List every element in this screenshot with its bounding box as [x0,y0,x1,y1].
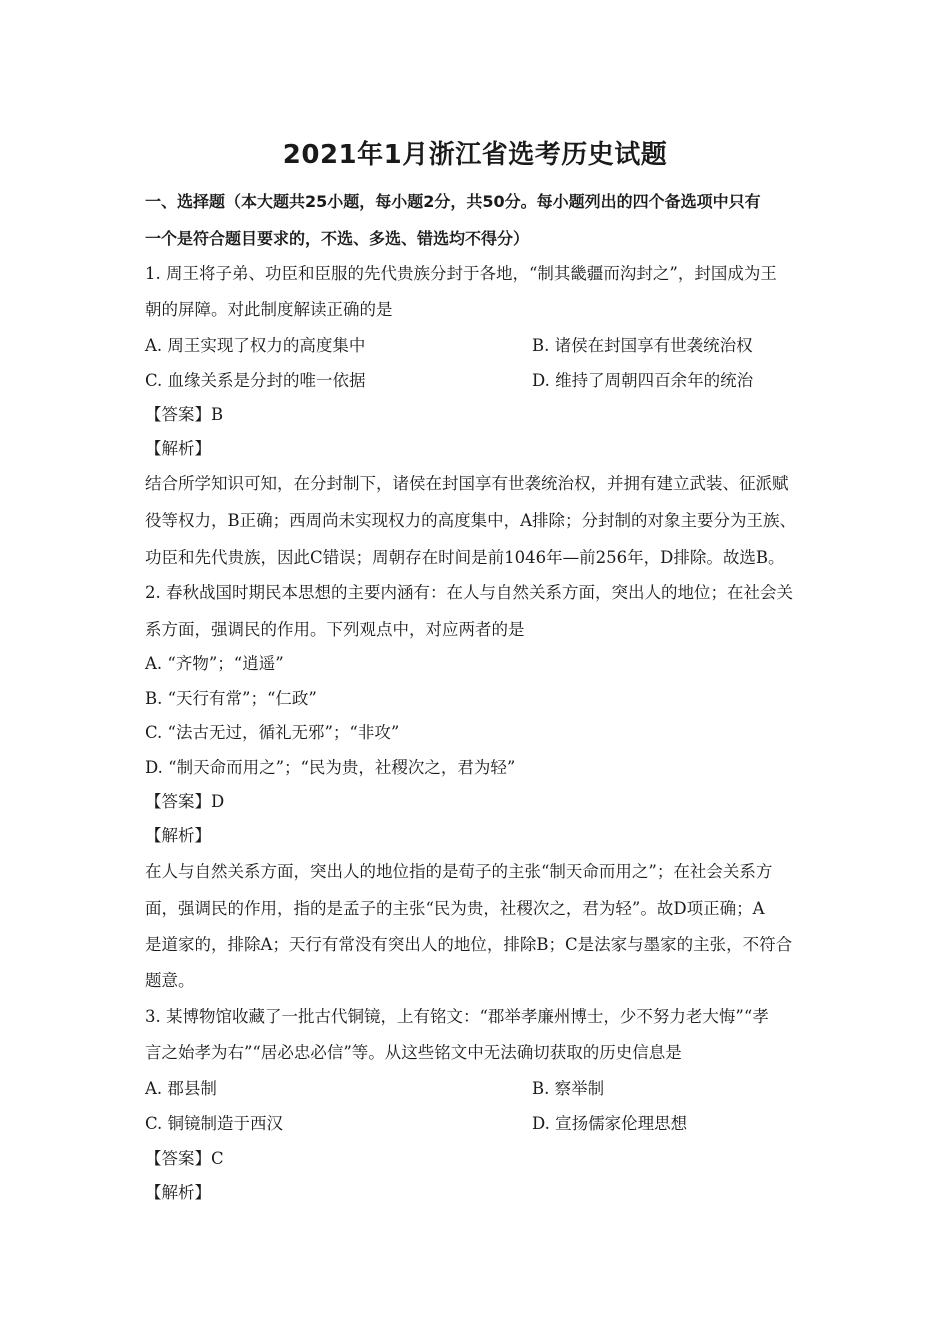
section-heading-line-1: 一、选择题（本大题共25小题，每小题2分，共50分。每小题列出的四个备选项中只有 [145,192,761,211]
q3-options-row-1 [145,1077,810,1101]
q2-explanation-line-1: 在人与自然关系方面，突出人的地位指的是荀子的主张“制天命而用之”；在社会关系方 [145,862,773,881]
q2-option-c: C. “法古无过，循礼无邪”；“非攻” [145,723,400,742]
q2-option-a: A. “齐物”；“逍遥” [145,654,284,673]
q3-answer: 【答案】C [145,1149,224,1168]
q2-stem-line-1: 2. 春秋战国时期民本思想的主要内涵有：在人与自然关系方面，突出人的地位；在社会关 [145,583,793,602]
q1-stem-line-2: 朝的屏障。对此制度解读正确的是 [145,300,393,319]
q1-option-d: D. 维持了周朝四百余年的统治 [532,371,754,390]
q3-analysis-label: 【解析】 [145,1183,211,1202]
q3-option-b: B. 察举制 [532,1079,605,1098]
section-heading-line-2: 一个是符合题目要求的，不选、多选、错选均不得分） [145,229,530,248]
q1-answer: 【答案】B [145,405,224,424]
q3-option-c: C. 铜镜制造于西汉 [145,1114,284,1133]
q1-explanation-line-3: 功臣和先代贵族，因此C错误；周朝存在时间是前1046年—前256年，D排除。故选B。 [145,548,785,567]
page-title: 2021年1月浙江省选考历史试题 [282,140,668,170]
q1-option-c: C. 血缘关系是分封的唯一依据 [145,371,366,390]
q1-analysis-label: 【解析】 [145,439,211,458]
q2-option-d: D. “制天命而用之”；“民为贵，社稷次之，君为轻” [145,758,516,777]
q1-option-b: B. 诸侯在封国享有世袭统治权 [532,336,753,355]
q3-option-a: A. 郡县制 [145,1079,217,1098]
q1-explanation-line-1: 结合所学知识可知，在分封制下，诸侯在封国享有世袭统治权，并拥有建立武装、征派赋 [145,474,789,493]
q2-answer: 【答案】D [145,792,225,811]
q2-stem-line-2: 系方面，强调民的作用。下列观点中，对应两者的是 [145,620,525,639]
q1-option-a: A. 周王实现了权力的高度集中 [145,336,366,355]
q1-stem-line-1: 1. 周王将子弟、功臣和臣服的先代贵族分封于各地，“制其畿疆而沟封之”，封国成为王 [145,264,777,283]
q3-stem-line-2: 言之始孝为右”“居必忠必信”等。从这些铭文中无法确切获取的历史信息是 [145,1043,682,1062]
q2-analysis-label: 【解析】 [145,826,211,845]
q1-explanation-line-2: 役等权力，B正确；西周尚未实现权力的高度集中，A排除；分封制的对象主要分为王族、 [145,511,797,530]
q3-stem-line-1: 3. 某博物馆收藏了一批古代铜镜，上有铭文：“郡举孝廉州博士，少不努力老大悔”“孝 [145,1007,769,1026]
q1-options-row-1 [145,334,810,358]
q1-options-row-2 [145,369,810,393]
q2-explanation-line-3: 是道家的，排除A；天行有常没有突出人的地位，排除B；C是法家与墨家的主张，不符合 [145,935,793,954]
q2-option-b: B. “天行有常”；“仁政” [145,689,317,708]
q2-explanation-line-4: 题意。 [145,971,195,990]
q3-option-d: D. 宣扬儒家伦理思想 [532,1114,688,1133]
q2-explanation-line-2: 面，强调民的作用，指的是孟子的主张“民为贵，社稷次之，君为轻”。故D项正确；A [145,899,765,918]
q3-options-row-2 [145,1112,810,1136]
